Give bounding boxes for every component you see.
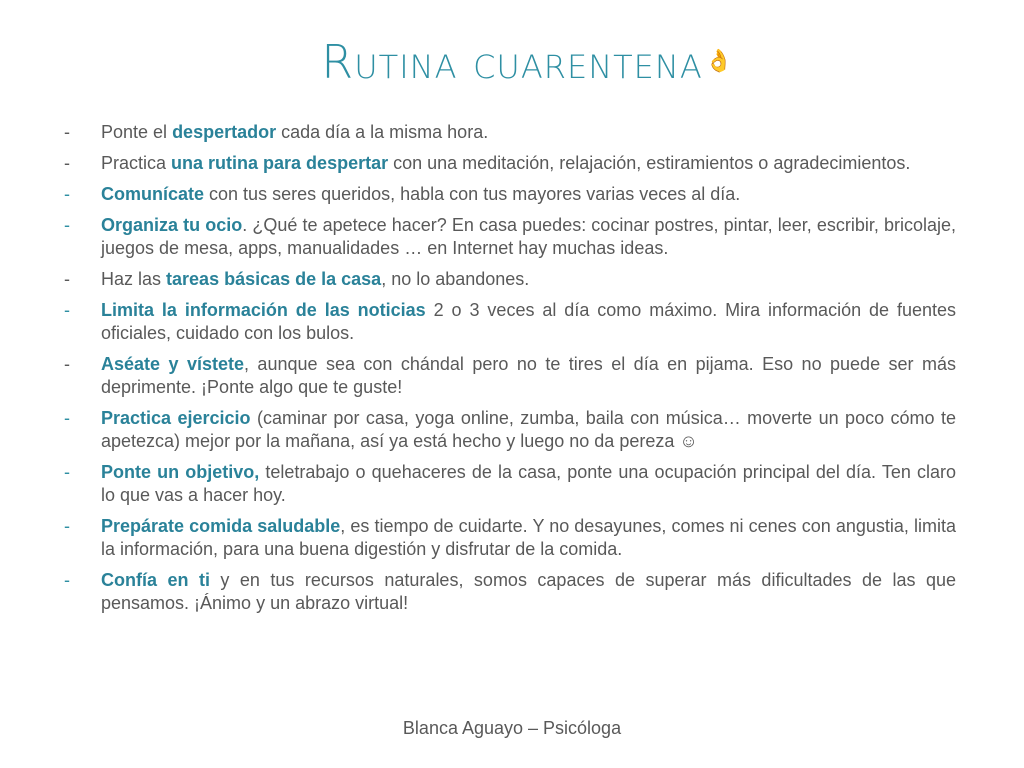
item-text-pre: Haz las [101,269,167,289]
item-text-post: con una meditación, relajación, estiramientos o agradecimientos. [388,153,911,173]
item-keyword: Aséate y vístete [101,354,244,374]
item-text-post: (caminar por casa, yoga online, zumba, baila con música… moverte un poco cómo te apetezca) mejor por la mañana, así ya está hecho y luego no da pereza ☺ [101,408,956,451]
tips-list [64,121,956,623]
bullet-dash: - [64,215,70,235]
list-item [64,353,956,399]
bullet-dash: - [64,354,70,374]
bullet-dash: - [64,516,70,536]
list-item [64,152,956,175]
list-item [64,461,956,507]
item-text-pre: Ponte el [101,122,173,142]
item-keyword: Comunícate [101,184,205,204]
item-text-post: cada día a la misma hora. [276,122,489,142]
item-keyword: Confía en ti [101,570,210,590]
page-title: Rutina cuarentena [321,35,703,89]
bullet-dash: - [64,300,70,320]
item-text-post: , no lo abandones. [381,269,530,289]
item-text-post: , es tiempo de cuidarte. Y no desayunes, comes ni cenes con angustia, limita la información, para una buena digestión y disfrutar de la comida. [101,516,956,559]
list-item [64,121,956,144]
list-item [64,183,956,206]
title-row [0,32,1024,92]
list-item [64,214,956,260]
item-keyword: tareas básicas de la casa [166,269,382,289]
bullet-dash: - [64,269,70,289]
bullet-dash: - [64,462,70,482]
item-keyword: despertador [172,122,277,142]
item-text-post: 2 o 3 veces al día como máximo. Mira información de fuentes oficiales, cuidado con los bulos. [101,300,957,343]
bullet-dash: - [64,153,70,173]
list-item [64,515,956,561]
item-keyword: Practica ejercicio [101,408,251,428]
bullet-dash: - [64,184,70,204]
item-text-post: , aunque sea con chándal pero no te tires el día en pijama. Eso no puede ser más deprimente. ¡Ponte algo que te guste! [101,354,956,397]
item-text-post: . ¿Qué te apetece hacer? En casa puedes: cocinar postres, pintar, leer, escribir, bricolaje, juegos de mesa, apps, manualidades … en Internet hay muchas ideas. [101,215,957,258]
bullet-dash: - [64,408,70,428]
item-keyword: una rutina para despertar [171,153,389,173]
item-text-post: y en tus recursos naturales, somos capaces de superar más dificultades de las que pensamos. ¡Ánimo y un abrazo virtual! [101,570,956,613]
bullet-dash: - [64,122,70,142]
list-item [64,407,956,453]
item-keyword: Limita la información de las noticias [101,300,426,320]
item-text-post: con tus seres queridos, habla con tus mayores varias veces al día. [204,184,741,204]
list-item [64,299,956,345]
ok-hand-icon: 👌 [705,48,733,73]
item-text-pre: Practica [101,153,172,173]
item-keyword: Organiza tu ocio [101,215,243,235]
item-keyword: Ponte un objetivo, [101,462,260,482]
bullet-dash: - [64,570,70,590]
list-item [64,268,956,291]
list-item [64,569,956,615]
item-text-post: teletrabajo o quehaceres de la casa, ponte una ocupación principal del día. Ten claro lo que vas a hacer hoy. [101,462,956,505]
author-footer: Blanca Aguayo – Psicóloga [402,718,622,738]
item-keyword: Prepárate comida saludable [101,516,341,536]
